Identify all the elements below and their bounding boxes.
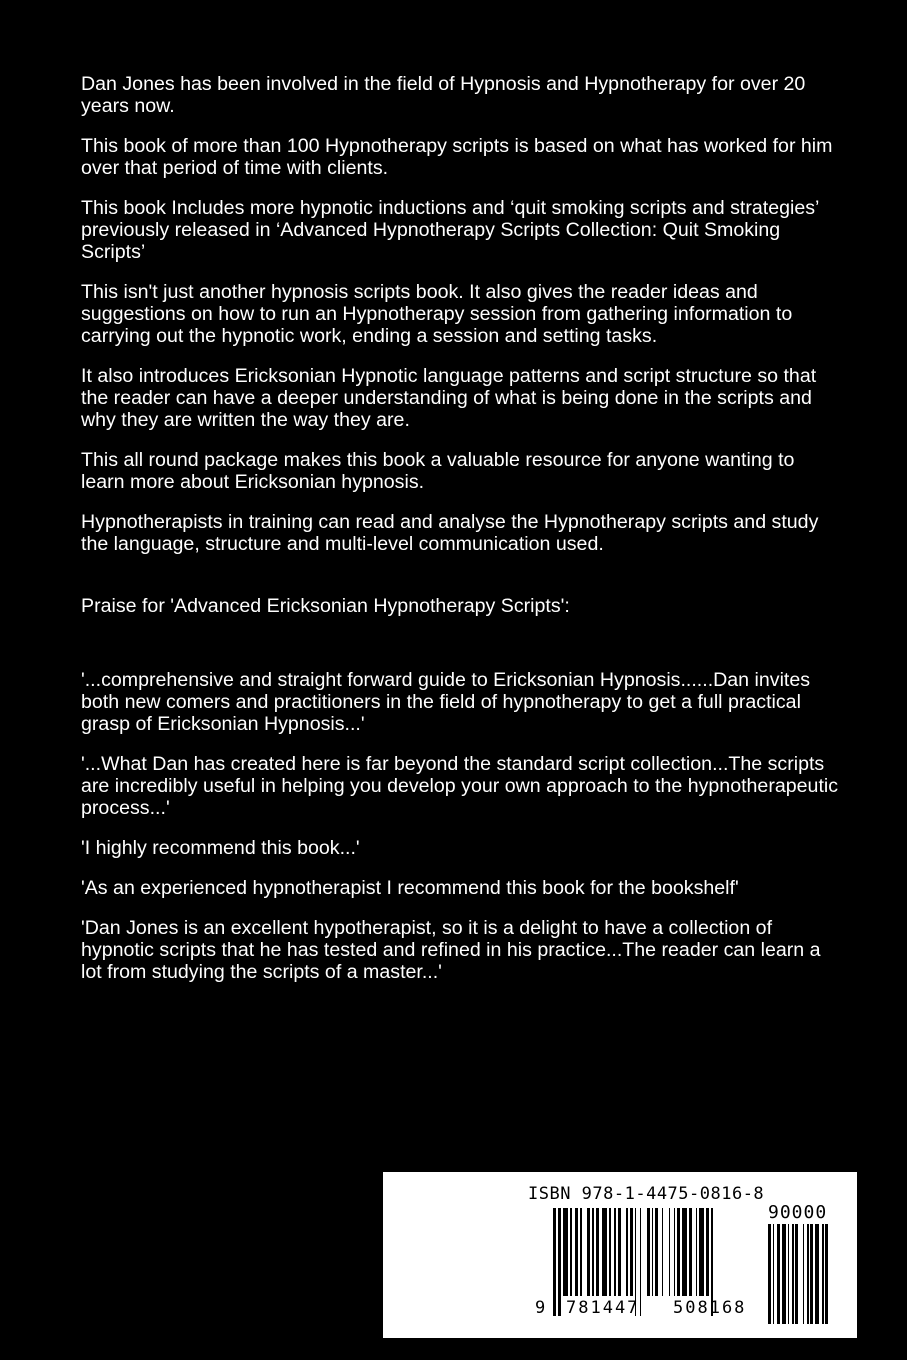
addon-code: 90000 <box>768 1202 828 1223</box>
barcode-bar <box>570 1208 572 1296</box>
addon-bar <box>822 1224 824 1324</box>
barcode-bar <box>669 1208 671 1296</box>
blurb-paragraph: It also introduces Ericksonian Hypnotic language patterns and script structure so that the reader can have a deeper understanding of what is being done in the scripts and why they are written the way they are. <box>81 365 817 431</box>
barcode-bar <box>618 1208 621 1296</box>
barcode-bar <box>682 1208 687 1296</box>
praise-heading: Praise for 'Advanced Ericksonian Hypnotherapy Scripts': <box>81 595 570 617</box>
addon-bar <box>803 1224 805 1324</box>
barcode-bar <box>587 1208 590 1296</box>
barcode-bar <box>655 1208 658 1296</box>
barcode-bar <box>662 1208 664 1296</box>
praise-quote: 'I highly recommend this book...' <box>81 837 360 859</box>
barcode-bar <box>626 1208 628 1296</box>
ean-left-digits: 781447 <box>566 1298 640 1318</box>
barcode-bar <box>558 1208 561 1316</box>
blurb-paragraph: This all round package makes this book a valuable resource for anyone wanting to learn more about Ericksonian hypnosis. <box>81 449 795 493</box>
blurb-paragraph: This book Includes more hypnotic inductions and ‘quit smoking scripts and strategies’ previously released in ‘Advanced Hypnotherapy Scripts Collection: Quit Smoking Scripts’ <box>81 197 819 263</box>
addon-barcode-bars <box>768 1224 838 1324</box>
addon-bar <box>807 1224 809 1324</box>
addon-bar <box>792 1224 794 1324</box>
praise-quote: '...comprehensive and straight forward guide to Ericksonian Hypnosis......Dan invites both new comers and practitioners in the field of hypnotherapy to get a full practical grasp of Ericksonian Hypnosis...' <box>81 669 811 735</box>
blurb-paragraph: This isn't just another hypnosis scripts book. It also gives the reader ideas and suggestions on how to run an Hypnotherapy session from gathering information to carrying out the hypnotic work, ending a session and setting tasks. <box>81 281 793 347</box>
barcode-bar <box>609 1208 611 1296</box>
barcode-bar <box>553 1208 556 1316</box>
back-cover-blurb <box>81 73 841 983</box>
addon-bar <box>810 1224 813 1324</box>
addon-bar <box>788 1224 790 1324</box>
barcode-bar <box>596 1208 599 1296</box>
addon-bar <box>777 1224 780 1324</box>
barcode-bar <box>689 1208 692 1296</box>
barcode-bar <box>647 1208 650 1296</box>
blurb-paragraph: Dan Jones has been involved in the field of Hypnosis and Hypnotherapy for over 20 years now. <box>81 73 806 117</box>
praise-quote: 'Dan Jones is an excellent hypotherapist, so it is a delight to have a collection of hypnotic scripts that he has tested and refined in his practice...The reader can learn a lot from studying the scripts of a master...' <box>81 917 821 983</box>
addon-bar <box>773 1224 775 1324</box>
addon-bar <box>795 1224 798 1324</box>
barcode-bar <box>580 1208 582 1296</box>
addon-bar <box>782 1224 787 1324</box>
barcode-bar <box>706 1208 709 1296</box>
barcode-bar <box>699 1208 704 1296</box>
praise-quote: 'As an experienced hypnotherapist I recommend this book for the bookshelf' <box>81 877 739 899</box>
barcode-bar <box>630 1208 633 1296</box>
blurb-paragraph: Hypnotherapists in training can read and analyse the Hypnotherapy scripts and study the language, structure and multi-level communication used. <box>81 511 819 555</box>
barcode-bar <box>602 1208 607 1296</box>
barcode-bar <box>677 1208 680 1296</box>
praise-quote: '...What Dan has created here is far beyond the standard script collection...The scripts are incredibly useful in helping you develop your own approach to the hypnotherapeutic process...' <box>81 753 839 819</box>
barcode-bar <box>640 1208 642 1316</box>
addon-bar <box>825 1224 828 1324</box>
ean-right-digits: 508168 <box>673 1298 747 1318</box>
barcode-bar <box>674 1208 676 1296</box>
barcode-bar <box>563 1208 568 1296</box>
barcode-bar <box>696 1208 698 1296</box>
addon-bar <box>768 1224 771 1324</box>
isbn-barcode <box>383 1172 857 1338</box>
barcode-bar <box>652 1208 654 1296</box>
blurb-paragraph: This book of more than 100 Hypnotherapy scripts is based on what has worked for him over that period of time with clients. <box>81 135 833 179</box>
barcode-bar <box>575 1208 578 1296</box>
barcode-bar <box>614 1208 616 1296</box>
addon-bar <box>815 1224 820 1324</box>
isbn-label: ISBN 978-1-4475-0816-8 <box>528 1184 765 1204</box>
ean-lead-digit: 9 <box>535 1298 546 1318</box>
barcode-bar <box>592 1208 594 1296</box>
